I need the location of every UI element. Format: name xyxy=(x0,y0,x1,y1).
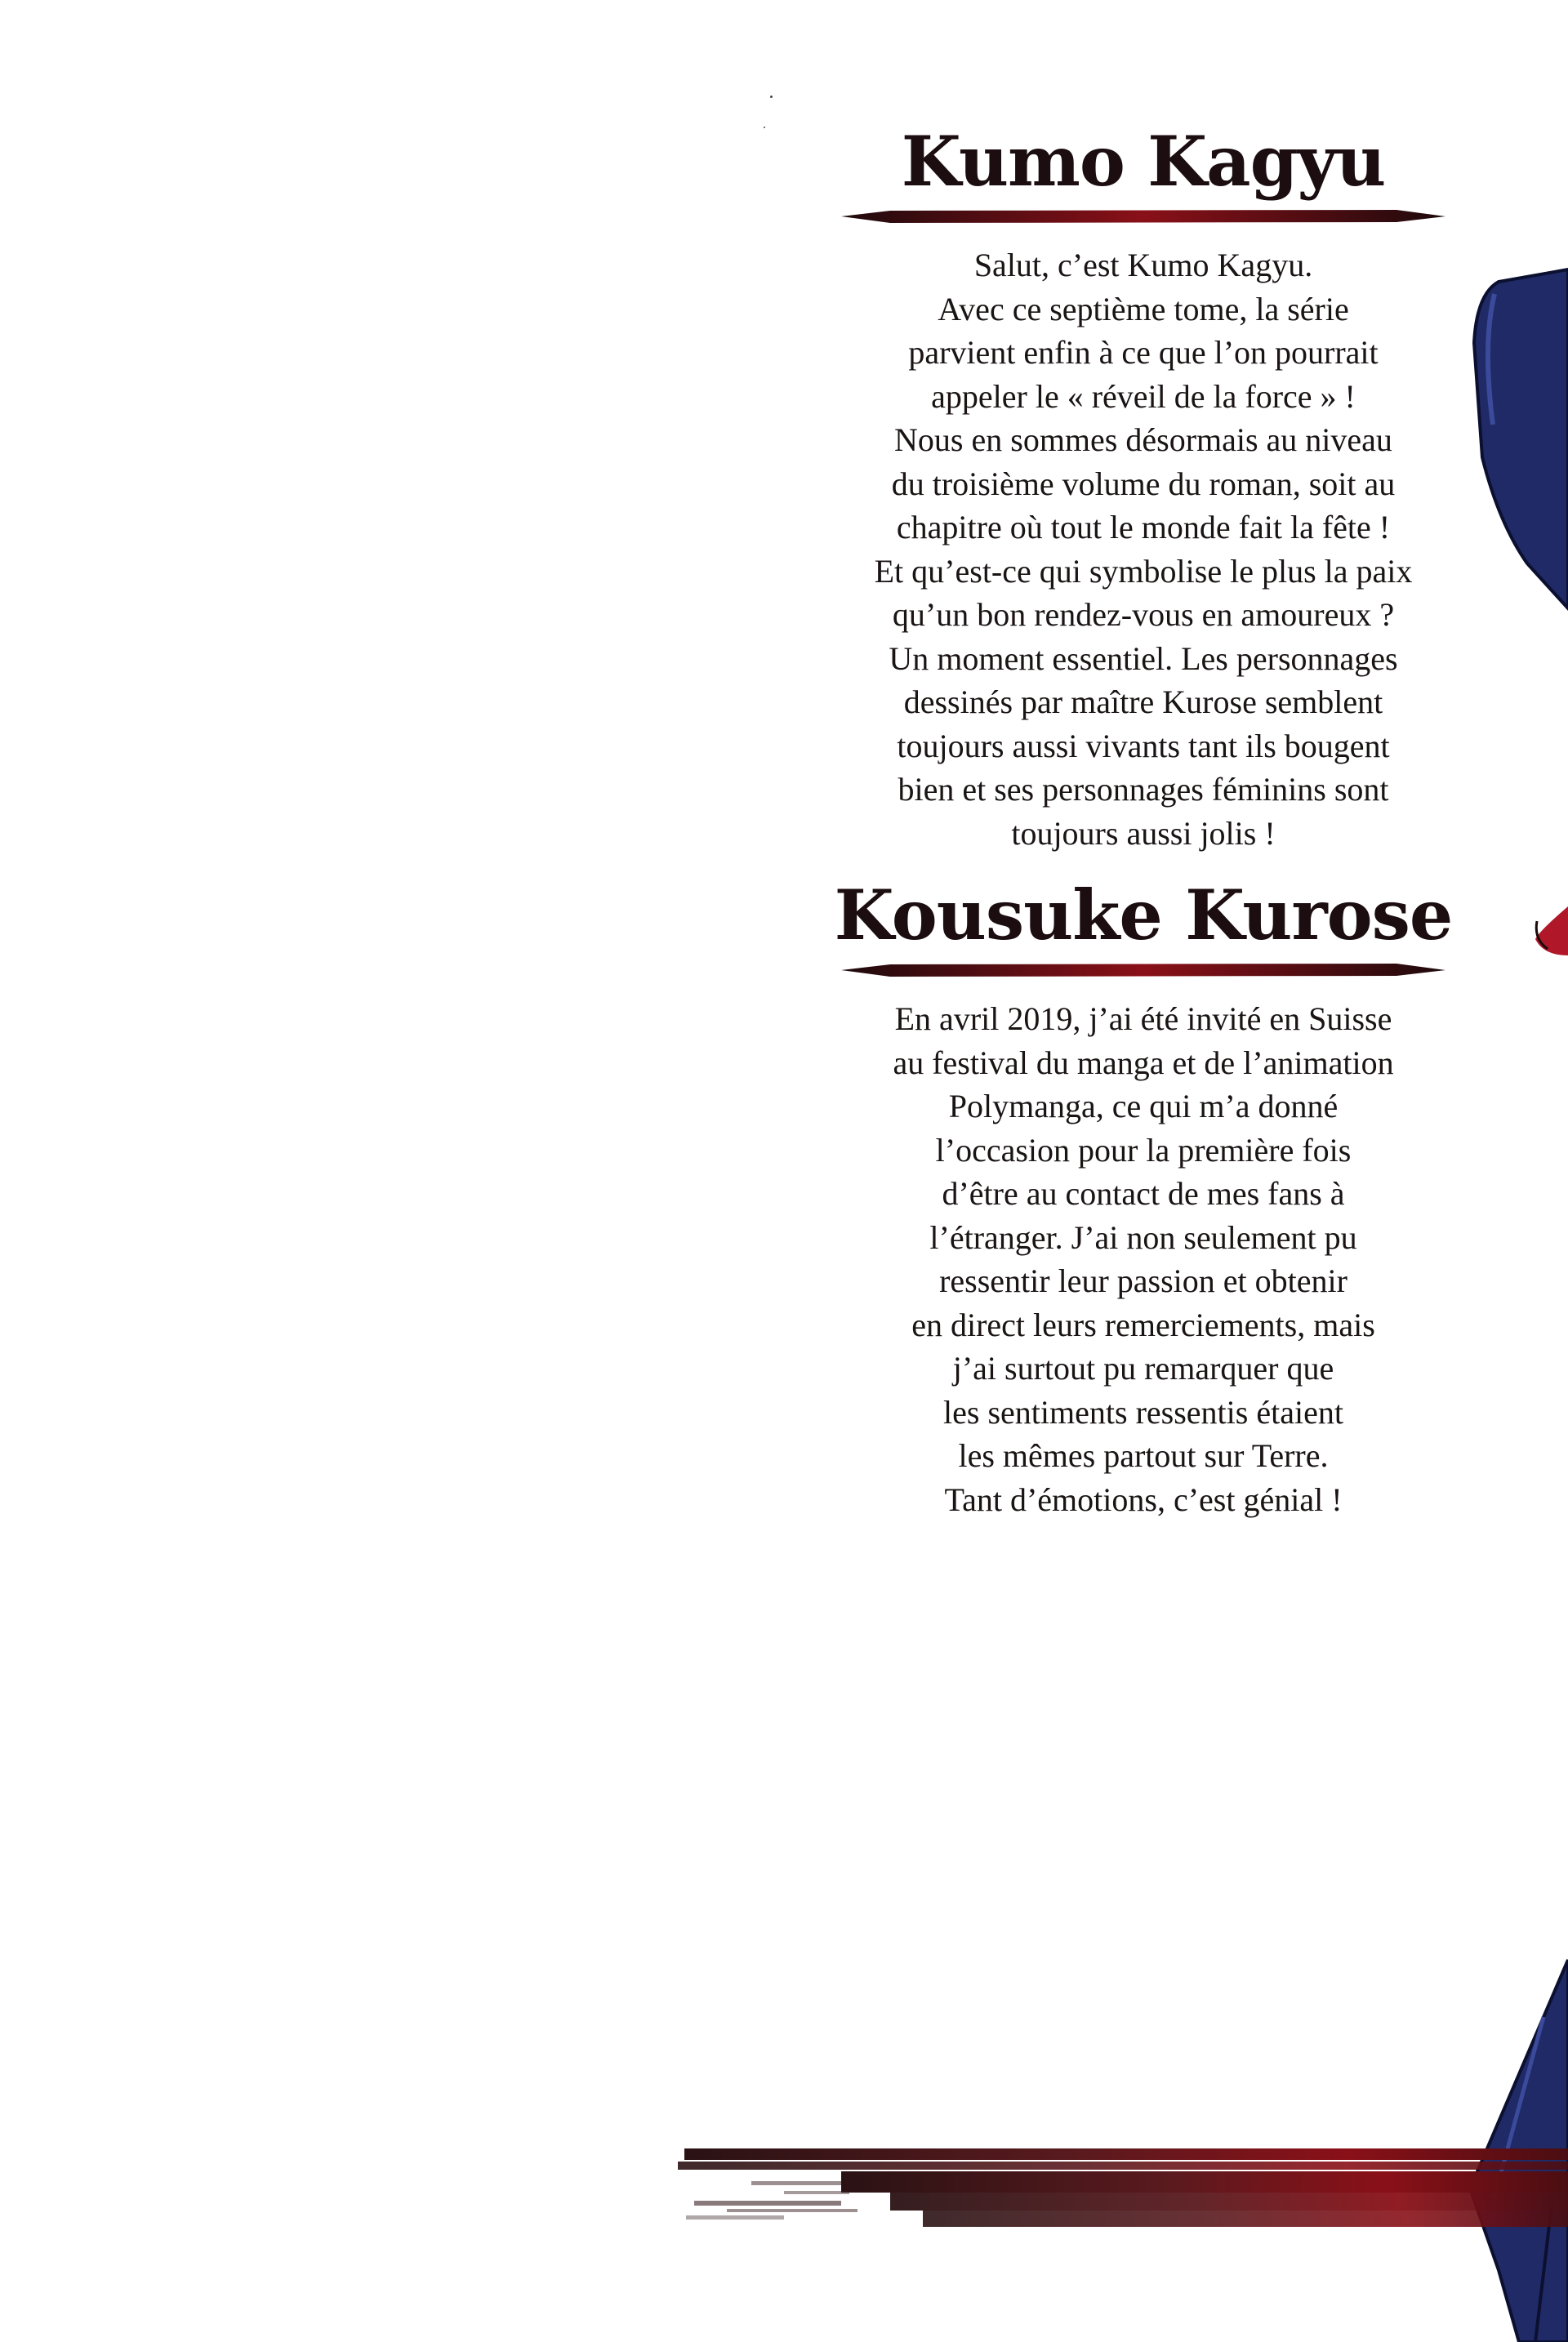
text-line: dessinés par maître Kurose semblent xyxy=(903,683,1383,720)
author-name-heading: Kumo Kagyu xyxy=(901,121,1386,202)
text-line: l’occasion pour la première fois xyxy=(935,1131,1352,1169)
text-line: chapitre où tout le monde fait la fête ! xyxy=(896,509,1391,545)
text-line: En avril 2019, j’ai été invité en Suisse xyxy=(894,1000,1392,1037)
text-line: au festival du manga et de l’animation xyxy=(893,1044,1394,1081)
bottom-brush-stroke xyxy=(678,2144,1568,2229)
text-line: Et qu’est-ce qui symbolise le plus la paix xyxy=(874,552,1413,590)
text-line: d’être au contact de mes fans à xyxy=(942,1175,1345,1212)
text-line: j’ai surtout pu remarquer que xyxy=(952,1350,1334,1387)
author-note-text xyxy=(825,243,1462,855)
text-line: les sentiments ressentis étaient xyxy=(943,1393,1343,1431)
title-underline-brush xyxy=(841,207,1446,225)
text-line: l’étranger. J’ai non seulement pu xyxy=(929,1218,1357,1256)
text-line: toujours aussi jolis ! xyxy=(1011,814,1276,852)
text-line: en direct leurs remerciements, mais xyxy=(911,1306,1375,1343)
text-line: du troisième volume du roman, soit au xyxy=(891,465,1396,502)
author-name-heading: Kousuke Kurose xyxy=(834,875,1453,955)
text-line: Tant d’émotions, c’est génial ! xyxy=(944,1480,1343,1518)
text-line: Polymanga, ce qui m’a donné xyxy=(948,1088,1339,1124)
print-speck xyxy=(764,127,765,128)
author-note-kumo-kagyu xyxy=(825,122,1462,855)
text-line: Avec ce septième tome, la série xyxy=(938,290,1349,327)
text-line: les mêmes partout sur Terre. xyxy=(958,1437,1329,1474)
print-speck xyxy=(770,96,773,98)
text-line: Salut, c’est Kumo Kagyu. xyxy=(973,247,1313,283)
title-underline-brush xyxy=(841,961,1446,979)
author-note-text xyxy=(825,997,1462,1521)
text-line: appeler le « réveil de la force » ! xyxy=(931,377,1356,415)
text-line: Un moment essentiel. Les personnages xyxy=(889,639,1398,677)
text-line: toujours aussi vivants tant ils bougent xyxy=(897,727,1390,764)
author-note-kousuke-kurose xyxy=(825,876,1462,1521)
text-line: Nous en sommes désormais au niveau xyxy=(894,421,1392,458)
text-line: qu’un bon rendez-vous en amoureux ? xyxy=(892,596,1395,633)
text-line: bien et ses personnages féminins sont xyxy=(898,771,1389,808)
text-line: ressentir leur passion et obtenir xyxy=(939,1262,1348,1299)
text-line: parvient enfin à ce que l’on pourrait xyxy=(908,334,1379,371)
